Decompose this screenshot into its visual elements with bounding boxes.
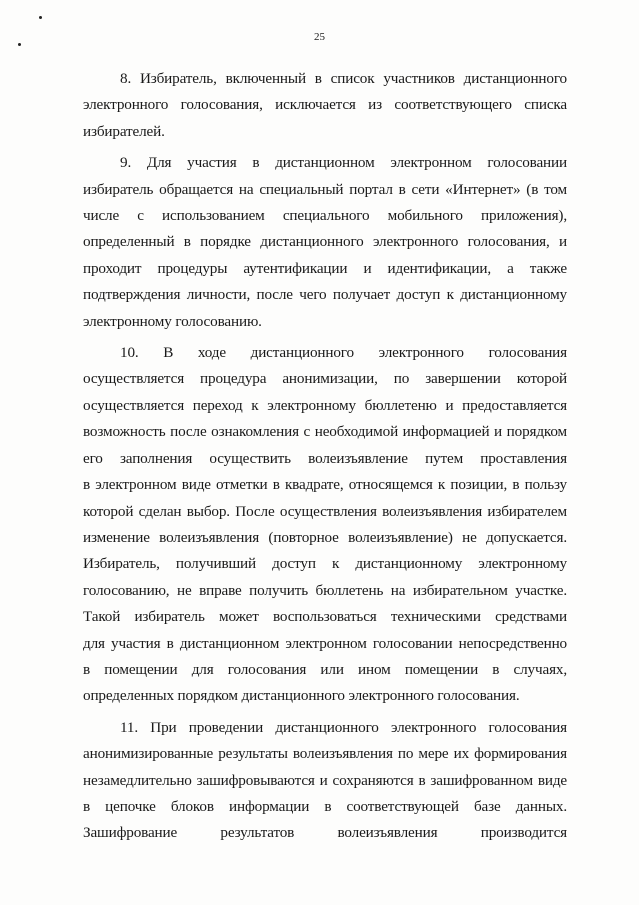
text-line: в цепочке блоков информации в соответствующей базе данных. (83, 797, 567, 815)
paragraph-9 (83, 150, 567, 335)
text-line: определенный в порядке дистанционного электронного голосования, и (83, 233, 567, 251)
text-line: Зашифрование результатов волеизъявления производится (83, 824, 567, 842)
text-line: определенных порядком дистанционного электронного голосования. (83, 687, 520, 705)
text-line: Избиратель, получивший доступ к дистанционному электронному (83, 555, 567, 573)
text-line: осуществляется процедура анонимизации, по завершении которой (83, 370, 567, 388)
text-line: осуществляется переход к электронному бюллетеню и предоставляется (83, 396, 567, 414)
text-line: подтверждения личности, после чего получает доступ к дистанционному (83, 286, 567, 304)
text-line: голосованию, не вправе получить бюллетень на избирательном участке. (83, 581, 567, 599)
text-line: проходит процедуры аутентификации и идентификации, а также (83, 259, 567, 277)
text-line: возможность после ознакомления с необходимой информацией и порядком (83, 423, 567, 441)
text-line: 10. В ходе дистанционного электронного голосования (120, 344, 567, 362)
text-line: анонимизированные результаты волеизъявления по мере их формирования (83, 745, 567, 763)
text-line: электронного голосования, исключается из соответствующего списка (83, 96, 567, 114)
text-line: числе с использованием специального мобильного приложения), (83, 207, 567, 225)
paragraph-8 (83, 66, 567, 145)
scan-speck (18, 43, 21, 46)
paragraph-11 (83, 715, 567, 847)
text-line: его заполнения осуществить волеизъявление путем проставления (83, 449, 567, 467)
scan-speck (39, 16, 42, 19)
text-line: 8. Избиратель, включенный в список участников дистанционного (120, 70, 567, 87)
text-line: для участия в дистанционном электронном голосовании непосредственно (83, 634, 567, 652)
text-line: которой сделан выбор. После осуществления волеизъявления избирателем (83, 502, 567, 520)
text-line: 11. При проведении дистанционного электронного голосования (120, 718, 567, 736)
text-line: электронному голосованию. (83, 312, 262, 330)
text-line: изменение волеизъявления (повторное волеизъявление) не допускается. (83, 528, 567, 546)
text-line: 9. Для участия в дистанционном электронном голосовании (120, 154, 567, 172)
document-body (83, 66, 567, 852)
text-line: избирателей. (83, 122, 165, 140)
text-line: Такой избиратель может воспользоваться техническими средствами (83, 608, 567, 626)
text-line: избиратель обращается на специальный портал в сети «Интернет» (в том (83, 180, 567, 198)
page-number: 25 (314, 31, 325, 43)
text-line: в электронном виде отметки в квадрате, относящемся к позиции, в пользу (83, 476, 567, 494)
text-line: незамедлительно зашифровываются и сохраняются в зашифрованном виде (83, 771, 567, 789)
text-line: в помещении для голосования или ином помещении в случаях, (83, 660, 567, 678)
paragraph-10 (83, 340, 567, 710)
